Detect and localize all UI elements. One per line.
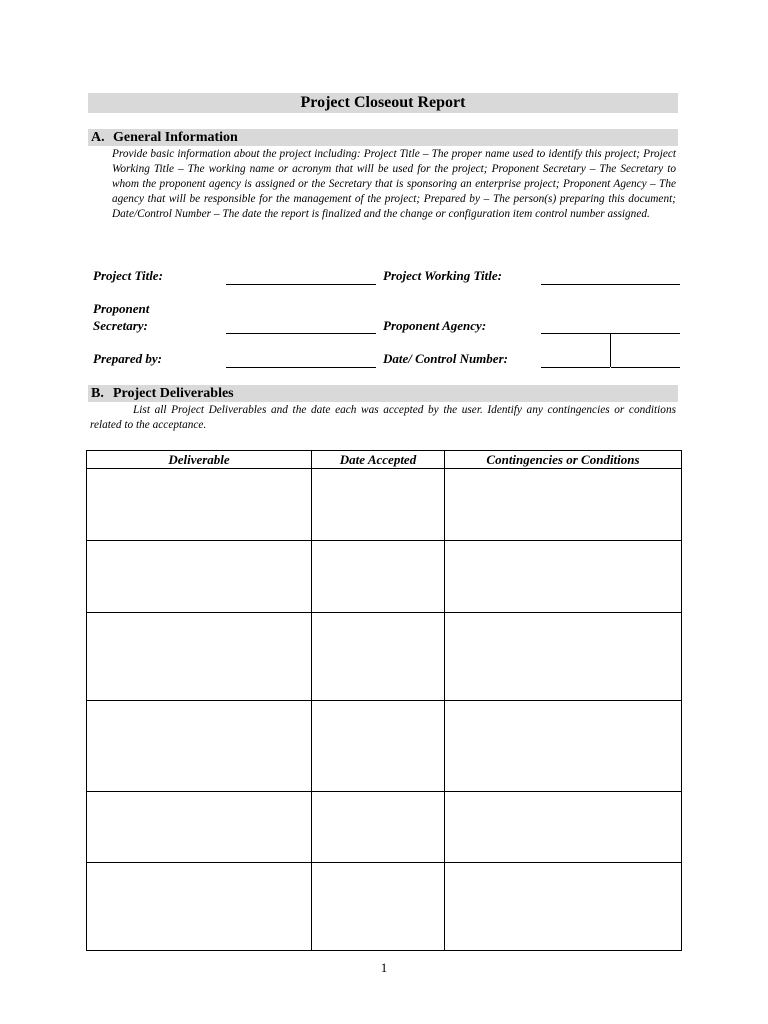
section-b-heading xyxy=(88,385,678,402)
project-title-label: Project Title: xyxy=(93,268,163,283)
contingencies-cell[interactable] xyxy=(445,469,682,541)
deliverable-cell[interactable] xyxy=(87,863,312,951)
deliverables-table xyxy=(86,450,682,951)
contingencies-cell[interactable] xyxy=(445,613,682,701)
date-control-number-label: Date/ Control Number: xyxy=(383,351,508,366)
date-field[interactable] xyxy=(541,367,610,368)
section-b-letter: B. xyxy=(91,386,104,401)
date-control-divider xyxy=(610,333,611,367)
header-contingencies: Contingencies or Conditions xyxy=(445,451,682,469)
page-number: 1 xyxy=(380,960,388,975)
deliverable-cell[interactable] xyxy=(87,613,312,701)
table-row xyxy=(87,863,682,951)
section-b-title: Project Deliverables xyxy=(113,386,234,401)
deliverable-cell[interactable] xyxy=(87,701,312,792)
section-a-letter: A. xyxy=(91,130,105,145)
date-accepted-cell[interactable] xyxy=(312,863,445,951)
date-accepted-cell[interactable] xyxy=(312,701,445,792)
proponent-secretary-label-line1: Proponent xyxy=(93,301,150,316)
proponent-secretary-label-line2: Secretary: xyxy=(93,318,148,333)
date-accepted-cell[interactable] xyxy=(312,792,445,863)
section-b-description: List all Project Deliverables and the date each was accepted by the user. Identify any contingencies or conditions related to the acceptance. xyxy=(90,404,676,431)
table-row xyxy=(87,541,682,613)
prepared-by-field[interactable] xyxy=(226,367,376,368)
date-accepted-cell[interactable] xyxy=(312,541,445,613)
deliverable-cell[interactable] xyxy=(87,469,312,541)
table-header-row xyxy=(87,451,682,469)
contingencies-cell[interactable] xyxy=(445,792,682,863)
proponent-secretary-field[interactable] xyxy=(226,333,376,334)
table-row xyxy=(87,469,682,541)
section-a-description: Provide basic information about the project including: Project Title – The proper name used to identify this project; Project Working Title – The working name or acronym that will be used for the project; Proponent Secretary – The Secretary to whom the proponent agency is assigned or the Secretary that is sponsoring an enterprise project; Proponent Agency – The agency that will be responsible for the management of the project; Prepared by – The person(s) preparing this document; Date/Control Number – The date the report is finalized and the change or configuration item control number assigned. xyxy=(112,148,676,220)
date-accepted-cell[interactable] xyxy=(312,469,445,541)
deliverable-cell[interactable] xyxy=(87,792,312,863)
table-row xyxy=(87,613,682,701)
proponent-agency-label: Proponent Agency: xyxy=(383,318,487,333)
deliverable-cell[interactable] xyxy=(87,541,312,613)
control-number-field[interactable] xyxy=(611,367,680,368)
project-working-title-label: Project Working Title: xyxy=(383,268,502,283)
report-title: Project Closeout Report xyxy=(88,93,678,113)
header-deliverable: Deliverable xyxy=(87,451,312,469)
table-row xyxy=(87,792,682,863)
project-working-title-field[interactable] xyxy=(541,284,680,285)
contingencies-cell[interactable] xyxy=(445,863,682,951)
section-a-heading xyxy=(88,129,678,146)
date-accepted-cell[interactable] xyxy=(312,613,445,701)
contingencies-cell[interactable] xyxy=(445,701,682,792)
section-a-title: General Information xyxy=(113,130,238,145)
project-title-field[interactable] xyxy=(226,284,376,285)
prepared-by-label: Prepared by: xyxy=(93,351,162,366)
table-row xyxy=(87,701,682,792)
header-date-accepted: Date Accepted xyxy=(312,451,445,469)
contingencies-cell[interactable] xyxy=(445,541,682,613)
